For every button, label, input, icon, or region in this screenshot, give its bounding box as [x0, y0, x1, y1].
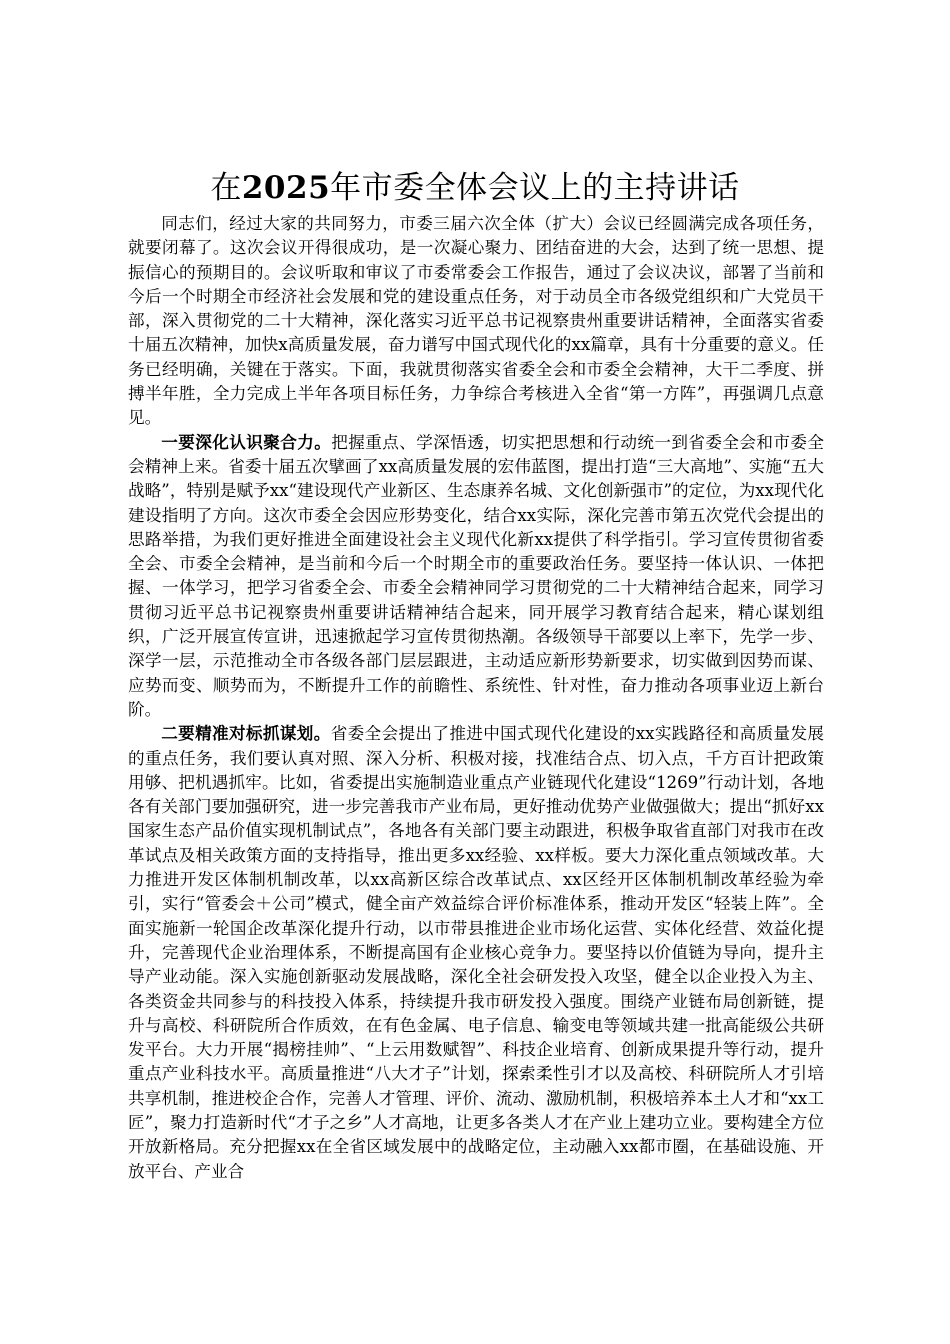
- paragraph-text: 同志们，经过大家的共同努力，市委三届六次全体（扩大）会议已经圆满完成各项任务，就要闭幕了。这次会议开得很成功，是一次凝心聚力、团结奋进的大会，达到了统一思想、提振信心的预期目的。会议听取和审议了市委常委会工作报告，通过了会议决议，部署了当前和今后一个时期全市经济社会发展和党的建设重点任务，对于动员全市各级党组织和广大党员干部，深入贯彻党的二十大精神，深化落实习近平总书记视察贵州重要讲话精神，全面落实省委十届五次精神，加快x高质量发展，奋力谱写中国式现代化的xx篇章，具有十分重要的意义。任务已经明确，关键在于落实。下面，我就贯彻落实省委全会和市委全会精神，大干二季度、拼搏半年胜，全力完成上半年各项目标任务，力争综合考核进入全省“第一方阵”，再强调几点意见。: [128, 214, 824, 428]
- paragraph-text: 把握重点、学深悟透，切实把思想和行动统一到省委全会和市委全会精神上来。省委十届五次擘画了xx高质量发展的宏伟蓝图，提出打造“三大高地”、实施“五大战略”，特别是赋予xx“建设现代产业新区、生态康养名城、文化创新强市”的定位，为xx现代化建设指明了方向。这次市委全会因应形势变化，结合xx实际，深化完善市第五次党代会提出的思路举措，为我们更好推进全面建设社会主义现代化新xx提供了科学指引。学习宣传贯彻省委全会、市委全会精神，是当前和今后一个时期全市的重要政治任务。要坚持一体认识、一体把握、一体学习，把学习省委全会、市委全会精神同学习贯彻党的二十大精神结合起来，同学习贯彻习近平总书记视察贵州重要讲话精神结合起来，同开展学习教育结合起来，精心谋划组织，广泛开展宣传宣讲，迅速掀起学习宣传贯彻热潮。各级领导干部要以上率下，先学一步、深学一层，示范推动全市各级各部门层层跟进，主动适应新形势新要求，切实做到因势而谋、应势而变、顺势而为，不断提升工作的前瞻性、系统性、针对性，奋力推动各项事业迈上新台阶。: [128, 432, 825, 719]
- section-heading: 二要精准对标抓谋划。: [161, 724, 331, 744]
- title-year: 2025: [241, 170, 331, 206]
- title-suffix: 年市委全体会议上的主持讲话: [330, 170, 740, 206]
- title-prefix: 在: [210, 170, 242, 206]
- document-title: [120, 168, 830, 208]
- paragraph-intro: [128, 212, 824, 431]
- document-body: [128, 212, 824, 1184]
- paragraph-text: 省委全会提出了推进中国式现代化建设的xx实践路径和高质量发展的重点任务，我们要认真对照、深入分析、积极对接，找准结合点、切入点，千方百计把政策用够、把机遇抓牢。比如，省委提出实施制造业重点产业链现代化建设“1269”行动计划，各地各有关部门要加强研究，进一步完善我市产业布局，更好推动优势产业做强做大；提出“抓好xx国家生态产品价值实现机制试点”，各地各有关部门要主动跟进，积极争取省直部门对我市在改革试点及相关政策方面的支持指导，推出更多xx经验、xx样板。要大力深化重点领域改革。大力推进开发区体制机制改革，以xx高新区综合改革试点、xx区经开区体制机制改革经验为牵引，实行“管委会＋公司”模式，健全亩产效益综合评价标准体系，推动开发区“轻装上阵”。全面实施新一轮国企改革深化提升行动，以市带县推进企业市场化运营、实体化经营、效益化提升，完善现代企业治理体系，不断提高国有企业核心竞争力。要坚持以价值链为导向，提升主导产业动能。深入实施创新驱动发展战略，深化全社会研发投入攻坚，健全以企业投入为主、各类资金共同参与的科技投入体系，持续提升我市研发投入强度。围绕产业链布局创新链，提升与高校、科研院所合作质效，在有色金属、电子信息、输变电等领域共建一批高能级公共研发平台。大力开展“揭榜挂帅”、“上云用数赋智”、科技企业培育、创新成果提升等行动，提升重点产业科技水平。高质量推进“八大才子”计划，探索柔性引才以及高校、科研院所人才引培共享机制，推进校企合作，完善人才管理、评价、流动、激励机制，积极培养本土人才和“xx工匠”，聚力打造新时代“才子之乡”人才高地，让更多各类人才在产业上建功立业。要构建全方位开放新格局。充分把握xx在全省区域发展中的战略定位，主动融入xx都市圈，在基础设施、开放平台、产业合: [128, 724, 824, 1181]
- paragraph-section-2: [128, 722, 824, 1184]
- section-heading: 一要深化认识聚合力。: [161, 432, 332, 452]
- paragraph-section-1: [128, 431, 824, 723]
